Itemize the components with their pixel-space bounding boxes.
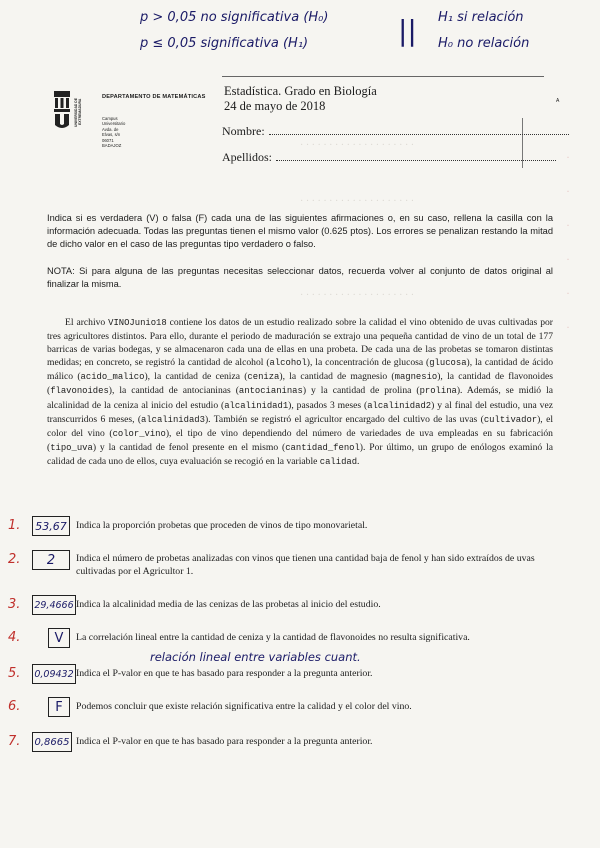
question-text: Indica la alcalinidad media de las cenizas de las probetas al inicio del estudio. [76,599,381,610]
department-address: Campus Universitario Avda. de Elvas, s/n 06071 BADAJOZ [102,116,126,149]
question-number: 1. [8,518,21,533]
handwritten-note-line1-left: p > 0,05 no significativa (H₀) [140,10,329,25]
question-number: 5. [8,666,21,681]
answer-box[interactable]: V [48,628,70,648]
course-title-block [224,84,377,114]
question-number: 2. [8,552,21,567]
question-7 [0,732,600,754]
question-text: Indica el P-valor en que te has basado para responder a la pregunta anterior. [76,668,373,679]
question-5 [0,664,600,686]
question-2 [0,550,600,577]
bleed-through-text: · · · · · · · · · · · · · · · · · · · · [300,140,415,151]
question-6 [0,697,600,719]
header-rule [222,76,544,77]
name-dotted-line[interactable] [269,125,569,135]
surname-dotted-line[interactable] [276,151,556,161]
university-name: UNIVERSIDAD DE EXTREMADURA [74,97,82,127]
answer-box[interactable]: 29,4666 [32,595,76,615]
handwritten-note-line1-right: H₁ si relación [438,10,524,25]
handwritten-note-line2-right: H₀ no relación [438,36,530,51]
exam-version-letter: A [556,98,560,104]
instructions: Indica si es verdadera (V) o falsa (F) cada una de las siguientes afirmaciones o, en su caso, rellena la casilla con la información adecuada. Todas las preguntas tienen el mismo valor (0.625 ptos). Los errores se penalizan restando la mitad de dicho valor en el caso de las preguntas tipo verdadero o falso. [47,213,553,249]
surname-field[interactable] [222,150,556,165]
handwritten-separator: || [398,14,417,47]
answer-box[interactable]: 2 [32,550,70,570]
university-logo-icon [52,90,72,130]
course-title: Estadística. Grado en Biología [224,84,377,98]
question-4 [0,628,600,650]
surname-label: Apellidos: [222,150,272,164]
question-text: Podemos concluir que existe relación significativa entre la calidad y el color del vino. [76,701,412,712]
question-1 [0,516,600,538]
answer-box[interactable]: F [48,697,70,717]
question-number: 7. [8,734,21,749]
name-field[interactable] [222,124,569,139]
instructions-note: NOTA: Si para alguna de las preguntas necesitas seleccionar datos, recuerda volver al conjunto de datos original al finalizar la misma. [47,266,553,289]
bleed-through-text: · · · · · · · · · · · · · · · · · · · · [300,196,415,207]
question-text: Indica el P-valor en que te has basado para responder a la pregunta anterior. [76,736,373,747]
answer-box[interactable]: 53,67 [32,516,70,536]
department-name: DEPARTAMENTO DE MATEMÁTICAS [102,94,206,100]
bleed-through-margin-marks: · · · · · · [566,150,570,334]
question-text: Indica la proporción probetas que proceden de vinos de tipo monovarietal. [76,520,368,531]
answer-box[interactable]: 0,8665 [32,732,72,752]
question-text: La correlación lineal entre la cantidad de ceniza y la cantidad de flavonoides no resulta significativa. [76,632,470,643]
bleed-through-text: · · · · · · · · · · · · · · · · · · · · [300,290,415,301]
question-number: 3. [8,597,21,612]
handwritten-note-line2-left: p ≤ 0,05 significativa (H₁) [140,36,309,51]
question-number: 4. [8,630,21,645]
name-label: Nombre: [222,124,265,138]
answer-box[interactable]: 0,09432 [32,664,76,684]
question-3 [0,595,600,617]
handwritten-note-q4: relación lineal entre variables cuant. [150,650,361,664]
exam-date: 24 de mayo de 2018 [224,99,326,113]
study-description: El archivo VINOJunio18 contiene los datos de un estudio realizado sobre la calidad el vino obtenido de uvas cultivadas por tres agricultores distintos. Para ello, durante el periodo de maduración se extrajo una pequeña cantidad de vino de un total de 177 barricas de varias bodegas, y se almacenaron cada una de ellas en una probeta. De cada una de las probetas se tomaron distintas medidas; en concreto, se registró la cantidad de alcohol (alcohol), la concentración de glucosa (glucosa), la cantidad de ácido málico (acido_malico), la cantidad de ceniza (ceniza), la cantidad de magnesio (magnesio), la cantidad de flavonoides (flavonoides), la cantidad de antocianinas (antocianinas) y la cantidad de prolina (prolina). Además, se midió la alcalinidad de la ceniza al inicio del estudio (alcalinidad1), pasados 3 meses (alcalinidad2) y al final del estudio, una vez transcurridos 6 meses, (alcalinidad3). También se registró el agricultor encargado del cultivo de las uvas (cultivador), el color del vino (color_vino), el tipo de vino dependiendo del número de variedades de uva empleadas en su fabricación (tipo_uva) y la cantidad de fenol presente en el mismo (cantidad_fenol). Por último, un grupo de enólogos examinó la calidad de cada uno de ellos, cuya evaluación se recogió en la variable calidad. [47,317,554,467]
question-text: Indica el número de probetas analizadas con vinos que tienen una cantidad baja de fenol y han sido extraídos de uvas cultivadas por el Agricultor 1. [76,553,535,577]
question-number: 6. [8,699,21,714]
